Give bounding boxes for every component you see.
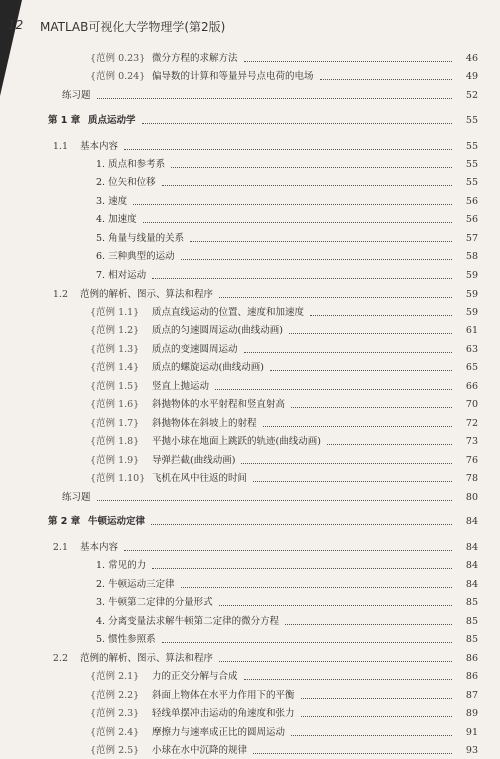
- dot-leader: [301, 697, 452, 699]
- section-number: 2.2: [52, 653, 68, 664]
- dot-leader: [162, 184, 452, 186]
- book-title: MATLAB可视化大学物理学(第2版): [40, 20, 226, 34]
- entry-title: 摩擦力与速率成正比的圆周运动: [152, 727, 286, 738]
- dot-leader: [190, 240, 452, 242]
- entry-title: 微分方程的求解方法: [152, 53, 238, 64]
- item-row: [0, 557, 500, 574]
- entry-title: 轻线单摆冲击运动的角速度和张力: [152, 708, 295, 719]
- page-ref: 56: [465, 214, 478, 225]
- dot-leader: [181, 258, 452, 260]
- example-row: [0, 304, 500, 321]
- page-ref: 84: [465, 516, 478, 527]
- example-label: {范例 1.7}: [90, 418, 140, 429]
- dot-leader: [270, 369, 452, 371]
- entry-title: 5. 惯性参照系: [96, 634, 156, 645]
- page-ref: 49: [465, 71, 478, 82]
- entry-title: 平抛小球在地面上跳跃的轨迹(曲线动画): [152, 436, 321, 447]
- entry-title: 质点的变速圆周运动: [152, 344, 238, 355]
- dot-leader: [285, 623, 452, 625]
- item-row: [0, 267, 500, 284]
- chapter-title: 牛顿运动定律: [88, 516, 146, 527]
- page-ref: 93: [465, 745, 478, 756]
- entry-title: 质点的匀速圆周运动(曲线动画): [152, 325, 283, 336]
- dot-leader: [152, 567, 452, 569]
- entry-title: 飞机在风中往返的时间: [152, 473, 248, 484]
- item-row: [0, 230, 500, 247]
- entry-title: 力的正交分解与合成: [152, 671, 238, 682]
- entry-title: 导弹拦截(曲线动画): [152, 455, 236, 466]
- example-row: [0, 668, 500, 685]
- page-number: 12: [8, 18, 24, 32]
- page-ref: 55: [465, 177, 478, 188]
- entry-title: 偏导数的计算和等量异号点电荷的电场: [152, 71, 314, 82]
- section-number: 1.1: [52, 141, 68, 152]
- page-ref: 59: [465, 289, 478, 300]
- page-ref: 70: [465, 399, 478, 410]
- item-row: [0, 174, 500, 191]
- page-ref: 65: [465, 362, 478, 373]
- page-ref: 52: [465, 90, 478, 101]
- page-ref: 58: [465, 251, 478, 262]
- dot-leader: [244, 60, 452, 62]
- example-row: [0, 452, 500, 469]
- example-label: {范例 1.1}: [90, 307, 140, 318]
- example-label: {范例 1.3}: [90, 344, 140, 355]
- dot-leader: [181, 586, 452, 588]
- example-label: {范例 0.24}: [90, 71, 146, 82]
- entry-title: 斜抛物体的水平射程和竖直射高: [152, 399, 286, 410]
- entry-title: 练习题: [62, 492, 91, 503]
- page-ref: 84: [465, 542, 478, 553]
- example-label: {范例 1.4}: [90, 362, 140, 373]
- dot-leader: [291, 734, 452, 736]
- example-row: [0, 470, 500, 487]
- page-ref: 91: [465, 727, 478, 738]
- page-ref: 80: [465, 492, 478, 503]
- page-ref: 78: [465, 473, 478, 484]
- example-row: [0, 50, 500, 67]
- entry-title: 竖直上抛运动: [152, 381, 210, 392]
- example-label: {范例 1.10}: [90, 473, 146, 484]
- example-label: {范例 2.1}: [90, 671, 140, 682]
- page-ref: 86: [465, 653, 478, 664]
- entry-title: 3. 速度: [96, 196, 128, 207]
- example-row: [0, 359, 500, 376]
- chapter-number: 第 2 章: [48, 516, 81, 527]
- section-number: 1.2: [52, 289, 68, 300]
- example-row: [0, 322, 500, 339]
- entry-title: 3. 牛顿第二定律的分量形式: [96, 597, 213, 608]
- dot-leader: [244, 351, 452, 353]
- dot-leader: [219, 296, 452, 298]
- entry-title: 2. 牛顿运动三定律: [96, 579, 175, 590]
- dot-leader: [327, 443, 452, 445]
- example-row: [0, 415, 500, 432]
- item-row: [0, 156, 500, 173]
- item-row: [0, 631, 500, 648]
- example-label: {范例 1.8}: [90, 436, 140, 447]
- entry-title: 斜面上物体在水平力作用下的平衡: [152, 690, 295, 701]
- example-label: {范例 2.5}: [90, 745, 140, 756]
- exercise-row: [0, 489, 500, 506]
- dot-leader: [301, 715, 452, 717]
- entry-title: 范例的解析、图示、算法和程序: [80, 289, 214, 300]
- page-ref: 59: [465, 307, 478, 318]
- dot-leader: [253, 480, 452, 482]
- item-row: [0, 594, 500, 611]
- example-label: {范例 1.2}: [90, 325, 140, 336]
- entry-title: 质点的螺旋运动(曲线动画): [152, 362, 264, 373]
- chapter-row: [0, 513, 500, 530]
- item-row: [0, 211, 500, 228]
- dot-leader: [152, 277, 452, 279]
- example-label: {范例 1.9}: [90, 455, 140, 466]
- exercise-row: [0, 87, 500, 104]
- section-row: [0, 138, 500, 155]
- dot-leader: [244, 678, 452, 680]
- item-row: [0, 193, 500, 210]
- entry-title: 7. 相对运动: [96, 270, 147, 281]
- page-ref: 72: [465, 418, 478, 429]
- dot-leader: [124, 549, 452, 551]
- dot-leader: [263, 425, 452, 427]
- example-row: [0, 396, 500, 413]
- dot-leader: [219, 660, 452, 662]
- page-ref: 85: [465, 616, 478, 627]
- page-ref: 76: [465, 455, 478, 466]
- dot-leader: [97, 499, 452, 501]
- dot-leader: [291, 406, 452, 408]
- dot-leader: [142, 122, 452, 124]
- entry-title: 4. 分离变量法求解牛顿第二定律的微分方程: [96, 616, 280, 627]
- page-ref: 86: [465, 671, 478, 682]
- dot-leader: [310, 314, 452, 316]
- example-label: {范例 1.6}: [90, 399, 140, 410]
- example-row: [0, 433, 500, 450]
- page-ref: 84: [465, 560, 478, 571]
- section-row: [0, 650, 500, 667]
- example-row: [0, 687, 500, 704]
- page-ref: 61: [465, 325, 478, 336]
- section-row: [0, 286, 500, 303]
- example-label: {范例 2.4}: [90, 727, 140, 738]
- dot-leader: [320, 78, 452, 80]
- dot-leader: [289, 332, 452, 334]
- dot-leader: [124, 148, 452, 150]
- example-row: [0, 742, 500, 759]
- dot-leader: [219, 604, 452, 606]
- example-row: [0, 68, 500, 85]
- page-ref: 56: [465, 196, 478, 207]
- chapter-row: [0, 112, 500, 129]
- dot-leader: [97, 97, 452, 99]
- page-ref: 66: [465, 381, 478, 392]
- page-ref: 63: [465, 344, 478, 355]
- dot-leader: [133, 203, 452, 205]
- chapter-number: 第 1 章: [48, 115, 81, 126]
- entry-title: 1. 质点和参考系: [96, 159, 166, 170]
- item-row: [0, 613, 500, 630]
- example-label: {范例 1.5}: [90, 381, 140, 392]
- example-row: [0, 341, 500, 358]
- page-ref: 84: [465, 579, 478, 590]
- entry-title: 1. 常见的力: [96, 560, 147, 571]
- page-header: [0, 0, 500, 34]
- entry-title: 5. 角量与线量的关系: [96, 233, 185, 244]
- page-ref: 87: [465, 690, 478, 701]
- page-ref: 57: [465, 233, 478, 244]
- section-number: 2.1: [52, 542, 68, 553]
- page-ref: 89: [465, 708, 478, 719]
- dot-leader: [241, 462, 452, 464]
- section-row: [0, 539, 500, 556]
- dot-leader: [215, 388, 452, 390]
- entry-title: 质点直线运动的位置、速度和加速度: [152, 307, 305, 318]
- example-label: {范例 2.2}: [90, 690, 140, 701]
- entry-title: 小球在水中沉降的规律: [152, 745, 248, 756]
- entry-title: 基本内容: [80, 542, 119, 553]
- dot-leader: [143, 221, 452, 223]
- dot-leader: [171, 166, 452, 168]
- item-row: [0, 248, 500, 265]
- page-ref: 55: [465, 141, 478, 152]
- chapter-title: 质点运动学: [88, 115, 136, 126]
- entry-title: 范例的解析、图示、算法和程序: [80, 653, 214, 664]
- page-ref: 55: [465, 115, 478, 126]
- entry-title: 6. 三种典型的运动: [96, 251, 175, 262]
- entry-title: 基本内容: [80, 141, 119, 152]
- entry-title: 练习题: [62, 90, 91, 101]
- entry-title: 4. 加速度: [96, 214, 137, 225]
- entry-title: 2. 位矢和位移: [96, 177, 156, 188]
- example-row: [0, 724, 500, 741]
- dot-leader: [151, 523, 452, 525]
- item-row: [0, 576, 500, 593]
- page-ref: 55: [465, 159, 478, 170]
- page-ref: 85: [465, 634, 478, 645]
- example-row: [0, 705, 500, 722]
- example-label: {范例 0.23}: [90, 53, 146, 64]
- page-ref: 73: [465, 436, 478, 447]
- dot-leader: [162, 641, 452, 643]
- page-ref: 59: [465, 270, 478, 281]
- entry-title: 斜抛物体在斜坡上的射程: [152, 418, 257, 429]
- page-ref: 46: [465, 53, 478, 64]
- example-row: [0, 378, 500, 395]
- example-label: {范例 2.3}: [90, 708, 140, 719]
- page-ref: 85: [465, 597, 478, 608]
